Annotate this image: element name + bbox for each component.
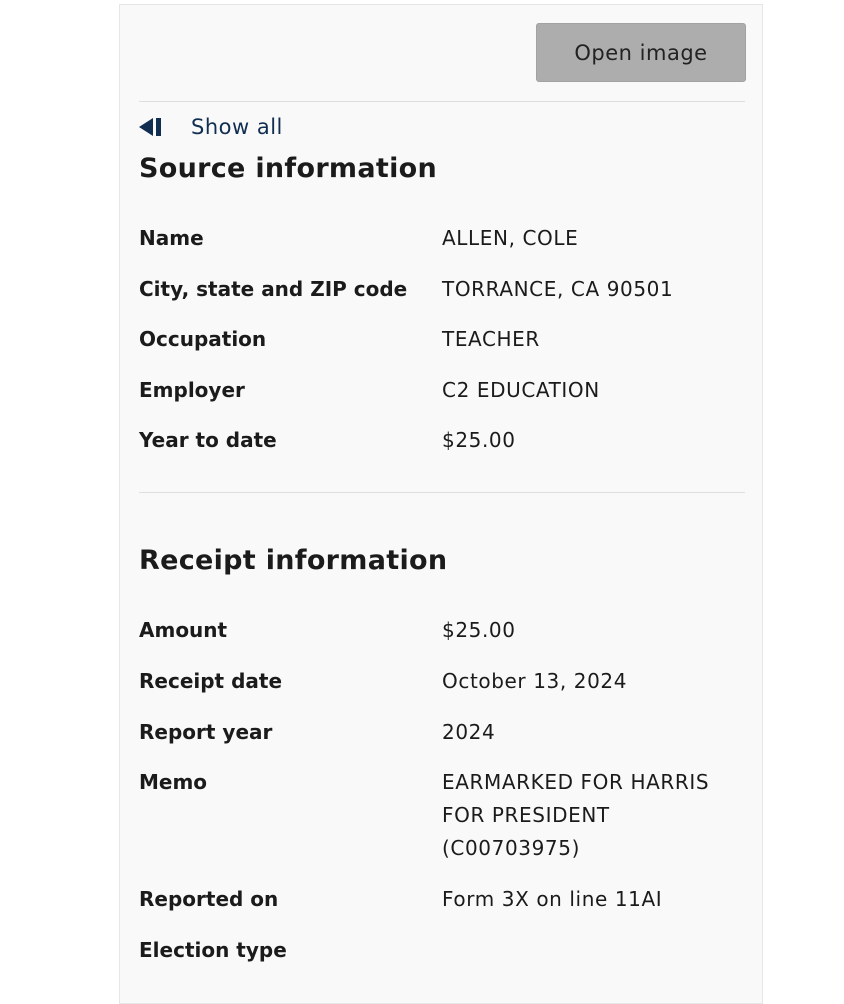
row-label: Occupation: [139, 327, 267, 351]
row-value: $25.00: [442, 428, 516, 452]
row-label: City, state and ZIP code: [139, 277, 408, 301]
source-information-heading: Source information: [139, 153, 438, 184]
row-label: Receipt date: [139, 669, 283, 693]
row-label: Year to date: [139, 428, 277, 452]
row-value: 2024: [442, 720, 496, 744]
row-label: Election type: [139, 938, 287, 962]
row-value: TORRANCE, CA 90501: [442, 277, 674, 301]
row-value: ALLEN, COLE: [442, 226, 579, 250]
row-value: TEACHER: [442, 327, 540, 351]
open-image-button[interactable]: [536, 23, 746, 82]
row-label: Memo: [139, 770, 208, 794]
row-value: C2 EDUCATION: [442, 378, 600, 402]
row-label: Name: [139, 226, 204, 250]
open-image-label: Open image: [574, 40, 708, 65]
row-label: Reported on: [139, 887, 279, 911]
row-label: Amount: [139, 618, 228, 642]
row-value: EARMARKED FOR HARRIS FOR PRESIDENT (C00703975): [442, 770, 710, 860]
receipt-information-heading: Receipt information: [139, 545, 448, 576]
show-all-label: Show all: [191, 115, 283, 139]
section-divider: [139, 492, 745, 493]
row-value: $25.00: [442, 618, 516, 642]
row-label: Report year: [139, 720, 273, 744]
row-value: October 13, 2024: [442, 669, 628, 693]
collapse-left-icon: [138, 116, 166, 138]
row-label: Employer: [139, 378, 245, 402]
row-value: Form 3X on line 11AI: [442, 887, 663, 911]
show-all-link[interactable]: [138, 114, 283, 140]
detail-panel: [119, 4, 763, 1004]
top-divider: [139, 101, 745, 102]
